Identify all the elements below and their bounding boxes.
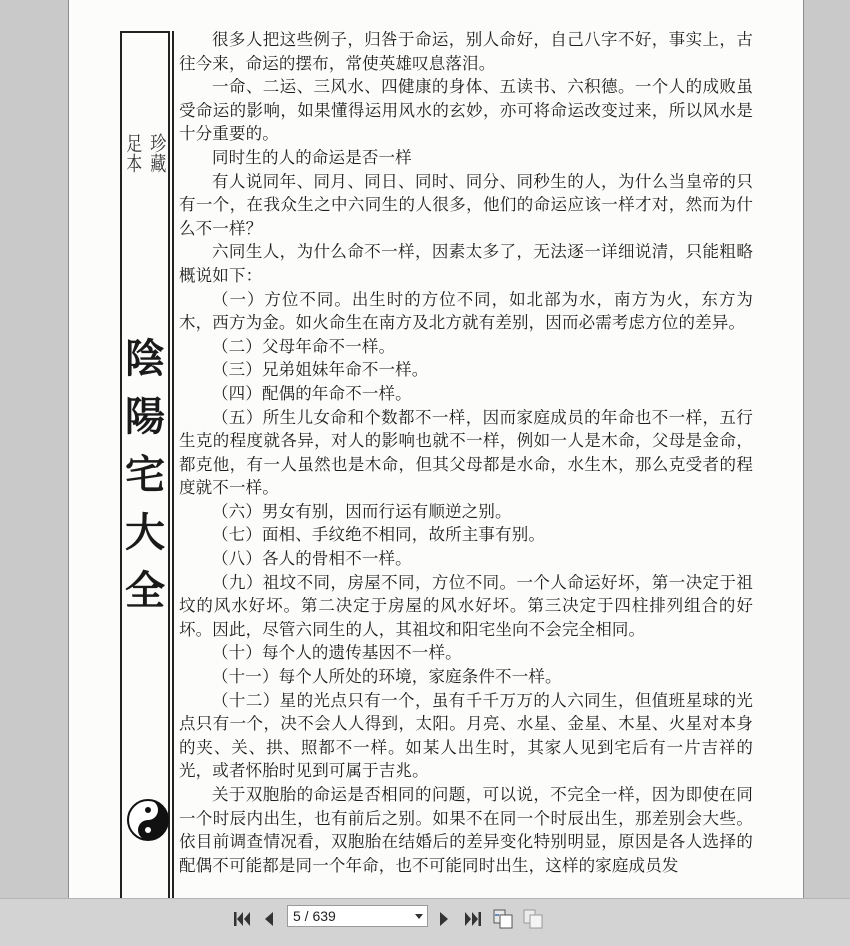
page-number-value: 5 / 639 xyxy=(293,908,336,924)
prev-page-icon[interactable] xyxy=(258,908,280,930)
page-number-select[interactable] xyxy=(287,905,428,927)
fit-page-icon[interactable] xyxy=(492,908,514,930)
paragraph: （五）所生儿女命和个数都不一样，因而家庭成员的年命也不一样，五行生克的程度就各异，对人的影响也就不一样，例如一人是木命，父母是金命，都克他，有一人虽然也是木命，但其父母都是水命，水生木，那么克受者的程度就不一样。 xyxy=(179,407,753,498)
paragraph: （一）方位不同。出生时的方位不同，如北部为水，南方为火，东方为木，西方为金。如火命生在南方及北方就有差别，因而必需考虑方位的差异。 xyxy=(179,289,753,333)
seal-column-left xyxy=(121,133,143,173)
paragraph: 关于双胞胎的命运是否相同的问题，可以说，不完全一样，因为即使在同一个时辰内出生，也有前后之别。如果不在同一个时辰出生，那差别会大些。依目前调查情况看，双胞胎在结婚后的差异变化特别明显，原因是各人选择的配偶不可能都是同一个年命，也不可能同时出生，这样的家庭成员发 xyxy=(179,785,753,875)
paragraph: 一命、二运、三风水、四健康的身体、五读书、六积德。一个人的成败虽受命运的影响，如果懂得运用风水的玄妙，亦可将命运改变过来，所以风水是十分重要的。 xyxy=(179,77,753,144)
paragraph: （十）每个人的遗传基因不一样。 xyxy=(212,643,462,663)
page-body-text xyxy=(179,28,753,877)
paragraph: 很多人把这些例子，归咎于命运，别人命好，自己八字不好，事实上，古往今来，命运的摆布，常使英雄叹息落泪。 xyxy=(179,30,753,73)
paragraph: （九）祖坟不同，房屋不同，方位不同。一个人命运好坏，第一决定于祖坟的风水好坏。第二决定于房屋的风水好坏。第三决定于四柱排列组合的好坏。因此，尽管六同生的人，其祖坟和阳宅坐向不会完全相同。 xyxy=(179,572,753,639)
last-page-icon[interactable] xyxy=(462,908,484,930)
next-page-icon[interactable] xyxy=(433,908,455,930)
paragraph: （八）各人的骨相不一样。 xyxy=(212,549,412,569)
paragraph: （七）面相、手纹绝不相同，故所主事有别。 xyxy=(212,525,545,545)
book-title-vertical xyxy=(123,330,167,620)
paragraph: 六同生人，为什么命不一样，因素太多了，无法逐一详细说清，只能粗略概说如下： xyxy=(179,242,753,285)
paragraph: （二）父母年命不一样。 xyxy=(212,336,396,356)
chevron-down-icon xyxy=(415,914,423,919)
title-char: 陽 xyxy=(125,393,165,440)
paragraph: 有人说同年、同月、同日、同时、同分、同秒生的人，为什么当皇帝的只有一个，在我众生之中六同生的人很多，他们的命运应该一样才对，然而为什么不一样？ xyxy=(179,171,753,238)
first-page-icon[interactable] xyxy=(231,908,253,930)
paragraph: （六）男女有别，因而行运有顺逆之别。 xyxy=(212,501,512,521)
book-page xyxy=(68,0,804,898)
paragraph: （十一）每个人所处的环境，家庭条件不一样。 xyxy=(212,667,562,687)
sidebar-rule xyxy=(172,31,174,898)
title-char: 宅 xyxy=(125,451,165,498)
paragraph: （十二）星的光点只有一个，虽有千千万万的人六同生，但值班星球的光点只有一个，决不会人人得到，太阳。月亮、水星、金星、木星、火星对本身的夹、关、拱、照都不一样。如某人出生时，其家人见到宅后有一片吉祥的光，或者怀胎时见到可属于吉兆。 xyxy=(179,690,753,781)
viewer-toolbar xyxy=(0,898,850,946)
title-char: 全 xyxy=(125,567,165,614)
seal-text-right: 珍藏 xyxy=(147,133,167,173)
paragraph: 同时生的人的命运是否一样 xyxy=(212,147,412,167)
seal-text-left: 足本 xyxy=(123,133,143,173)
paragraph: （三）兄弟姐妹年命不一样。 xyxy=(212,360,429,380)
yin-yang-icon xyxy=(126,798,170,842)
paragraph: （四）配偶的年命不一样。 xyxy=(212,383,412,403)
seal-column-right xyxy=(145,133,167,173)
title-char: 大 xyxy=(125,509,165,556)
two-page-icon[interactable] xyxy=(522,908,544,930)
title-char: 陰 xyxy=(125,335,165,382)
